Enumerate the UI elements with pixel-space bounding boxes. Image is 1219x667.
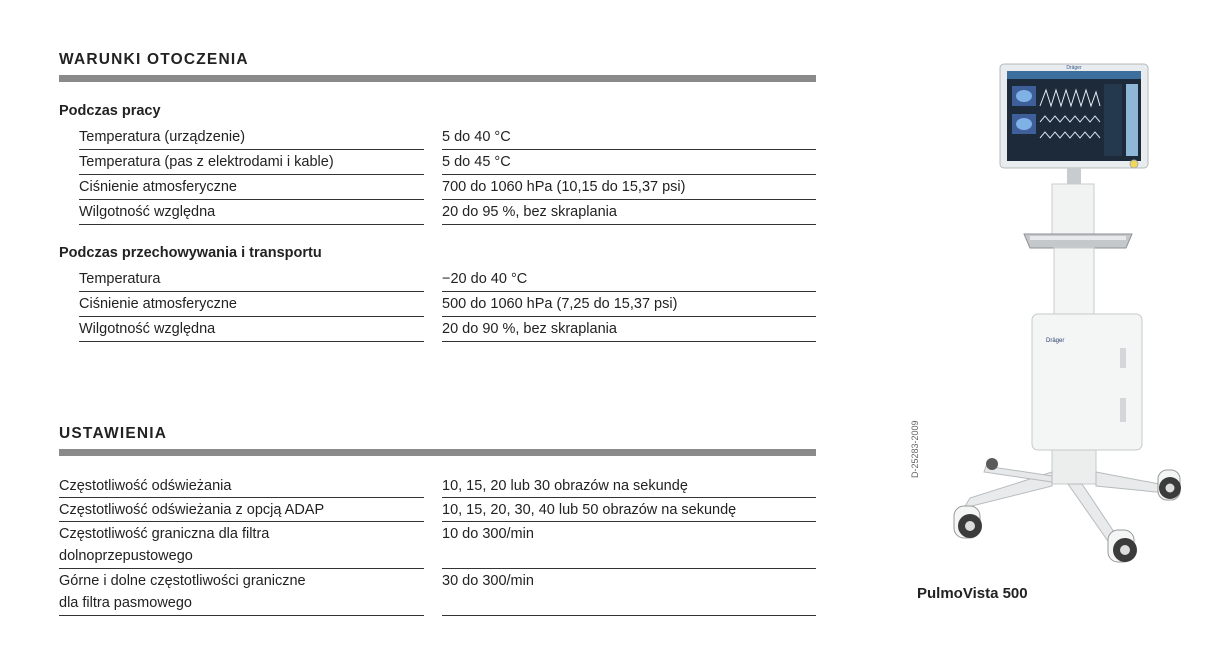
wheel (1108, 530, 1137, 562)
row-value: 30 do 300/min (442, 573, 534, 589)
table-row (79, 201, 816, 224)
table-row (59, 523, 816, 568)
device-illustration (940, 58, 1200, 583)
row-label: Wilgotność względna (79, 321, 216, 337)
monitor (1000, 64, 1148, 168)
row-value: −20 do 40 °C (442, 271, 528, 287)
row-value: 10, 15, 20, 30, 40 lub 50 obrazów na sekundę (442, 502, 737, 518)
table-row (79, 268, 816, 291)
row-label: Wilgotność względna (79, 204, 216, 220)
group-title-storage: Podczas przechowywania i transportu (59, 245, 322, 261)
row-label: Częstotliwość graniczna dla filtra (59, 526, 270, 542)
row-label-continued: dla filtra pasmowego (59, 595, 192, 611)
row-value: 700 do 1060 hPa (10,15 do 15,37 psi) (442, 179, 686, 195)
figure-code: D-25283-2009 (910, 420, 920, 478)
table-row (79, 293, 816, 316)
table-row (59, 570, 816, 615)
row-label: Górne i dolne częstotliwości graniczne (59, 573, 306, 589)
table-row (79, 151, 816, 174)
monitor-brand: Dräger (1066, 65, 1082, 71)
row-value: 10 do 300/min (442, 526, 534, 542)
row-value: 5 do 40 °C (442, 129, 511, 145)
row-label: Ciśnienie atmosferyczne (79, 179, 237, 195)
row-value: 10, 15, 20 lub 30 obrazów na sekundę (442, 478, 688, 494)
wheel (954, 506, 982, 538)
row-label: Temperatura (pas z elektrodami i kable) (79, 154, 334, 170)
row-value: 500 do 1060 hPa (7,25 do 15,37 psi) (442, 296, 678, 312)
table-row (79, 126, 816, 149)
table-row (79, 176, 816, 199)
row-label: Temperatura (urządzenie) (79, 129, 246, 145)
section-title-environment: WARUNKI OTOCZENIA (59, 51, 249, 68)
section-bar (59, 75, 816, 82)
group-title-operation: Podczas pracy (59, 103, 161, 119)
figure-caption: PulmoVista 500 (917, 585, 1028, 602)
body-brand: Dräger (1046, 338, 1065, 344)
section-title-settings: USTAWIENIA (59, 425, 168, 442)
row-label: Częstotliwość odświeżania z opcją ADAP (59, 502, 325, 518)
table-row (59, 475, 816, 497)
row-value: 20 do 95 %, bez skraplania (442, 204, 617, 220)
section-bar (59, 449, 816, 456)
wheel (1158, 470, 1181, 500)
table-row (79, 318, 816, 341)
row-label: Częstotliwość odświeżania (59, 478, 232, 494)
table-row (59, 499, 816, 521)
row-label-continued: dolnoprzepustowego (59, 548, 193, 564)
row-value: 5 do 45 °C (442, 154, 511, 170)
row-label: Temperatura (79, 271, 161, 287)
row-value: 20 do 90 %, bez skraplania (442, 321, 617, 337)
wheel (986, 458, 998, 470)
row-label: Ciśnienie atmosferyczne (79, 296, 237, 312)
